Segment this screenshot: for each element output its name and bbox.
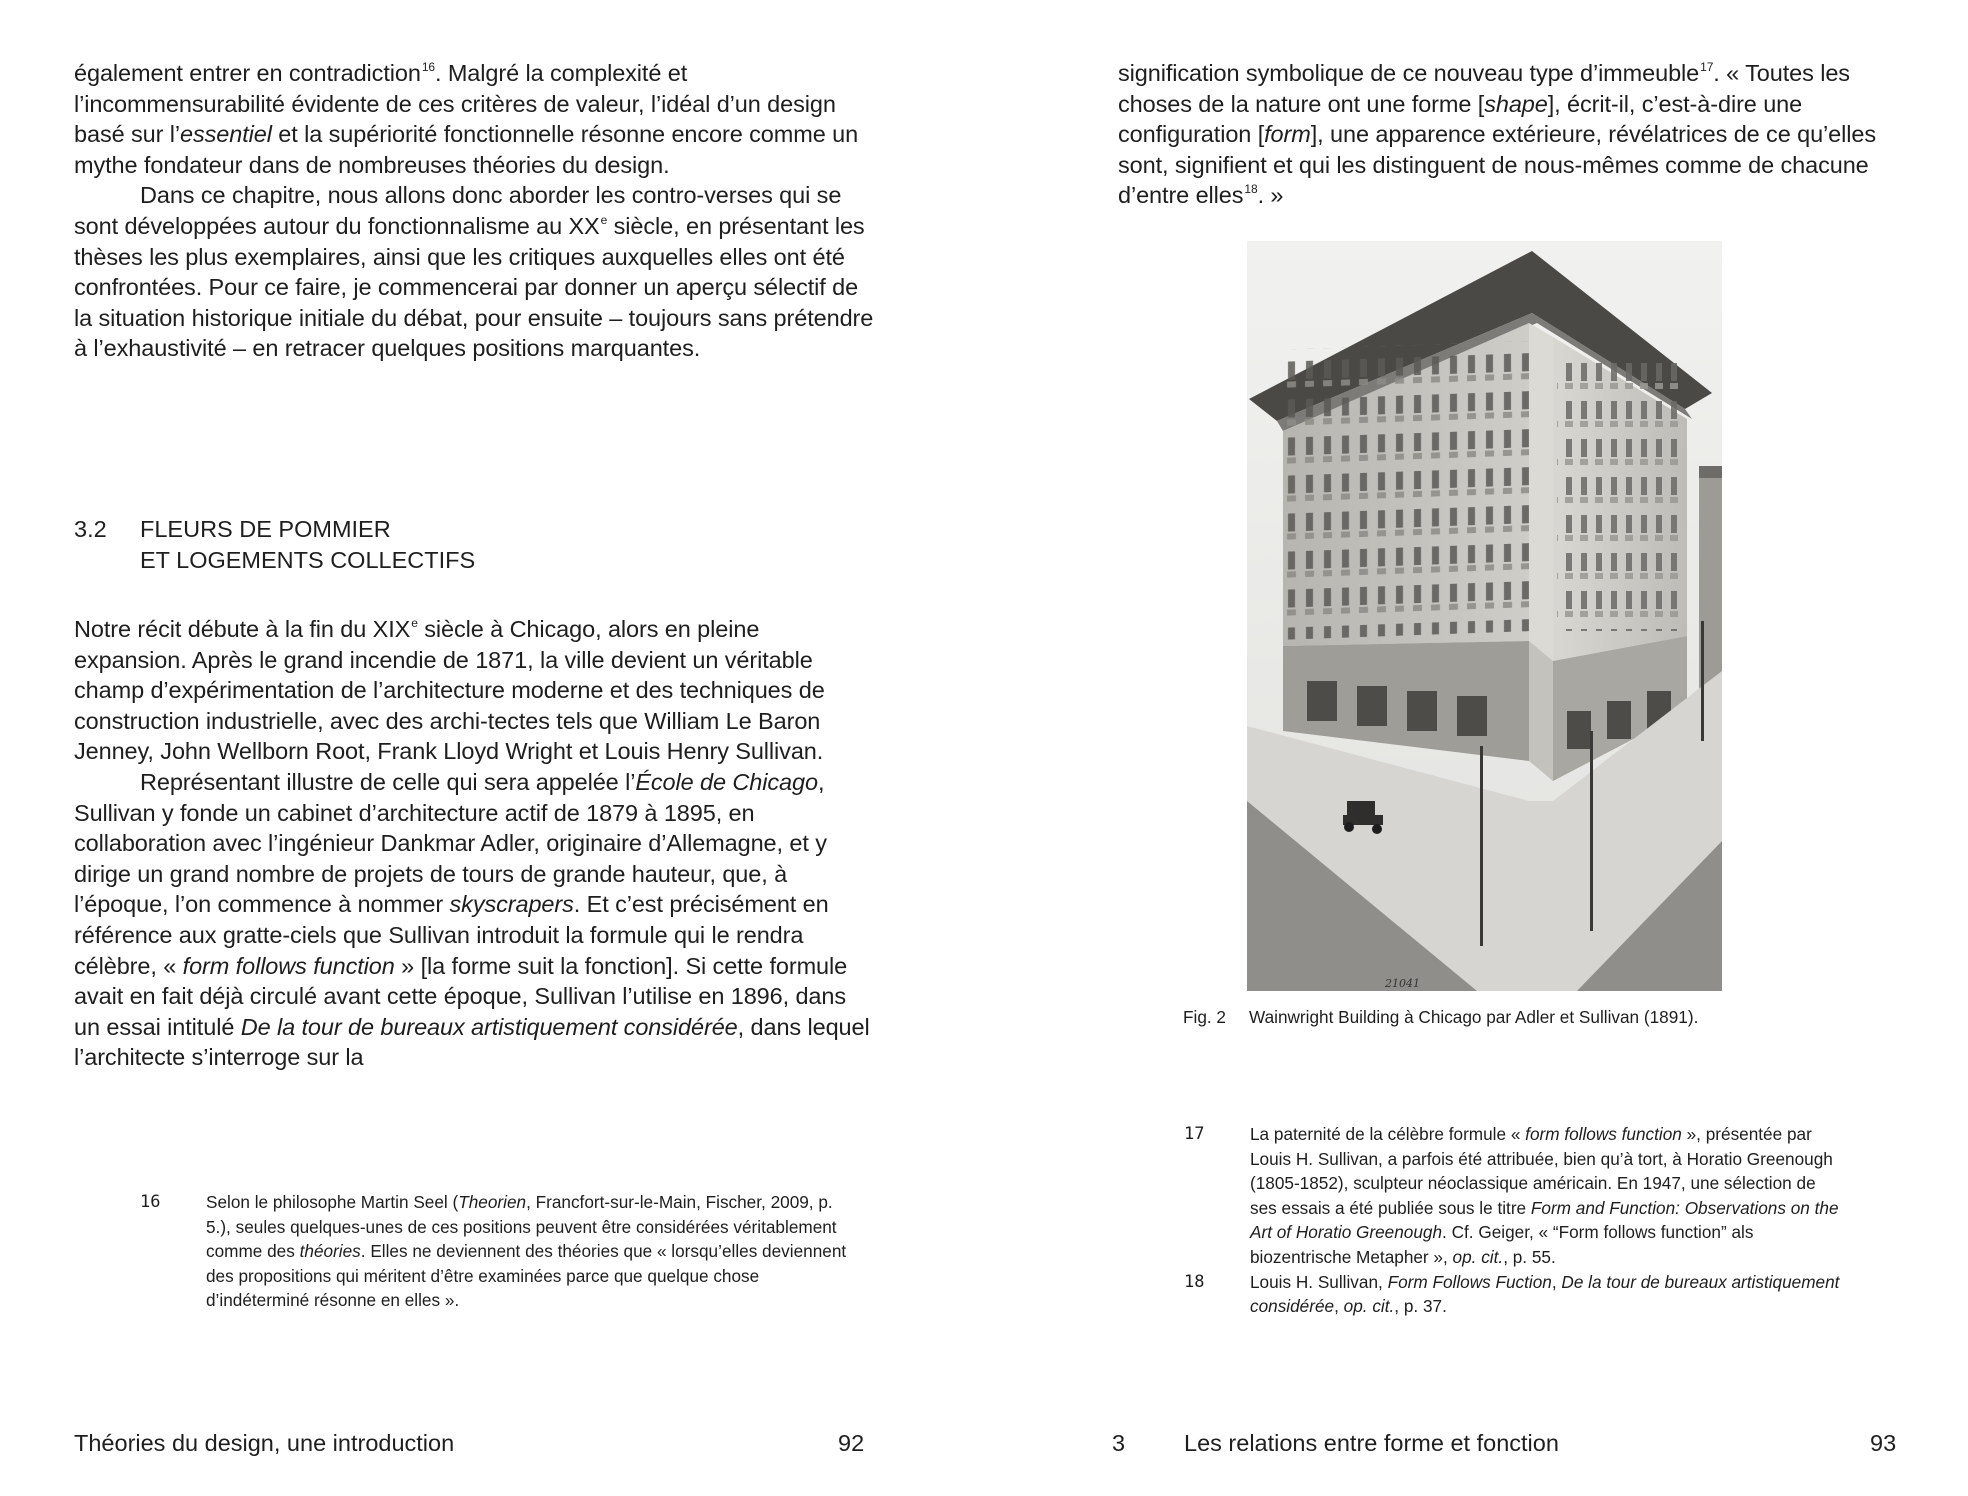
- italic-text: théories: [299, 1241, 361, 1262]
- wainwright-building-photo: [1247, 241, 1722, 991]
- page-number: 93: [1870, 1430, 1897, 1456]
- footnote: [140, 1190, 860, 1313]
- paragraph: [74, 58, 874, 180]
- paragraph: [74, 614, 874, 767]
- italic-text: shape: [1484, 90, 1548, 117]
- running-head-chapter-number: 3: [1112, 1430, 1126, 1456]
- italic-text: form follows function: [182, 952, 395, 979]
- text-run: signification symbolique de ce nouveau type d’immeuble: [1118, 60, 1700, 86]
- text-run: . »: [1257, 182, 1284, 209]
- page-number: 92: [838, 1430, 865, 1456]
- text-run: ], écrit-il, c’est-à-dire une configuration [: [1118, 90, 1803, 148]
- text-run: . Cf. Geiger, « “Form follows function” als biozentrische Metapher »,: [1250, 1222, 1754, 1267]
- paragraph: [74, 180, 874, 364]
- footnote-reference: 16: [421, 60, 435, 74]
- footnote-reference: e: [600, 212, 608, 227]
- right-footnotes: [1184, 1122, 1844, 1319]
- paragraph: [1118, 58, 1898, 211]
- footnote: [1184, 1270, 1844, 1319]
- text-run: siècle à Chicago, alors en pleine expansion. Après le grand incendie de 1871, la ville devient un véritable champ d’expérimentation de l’architecture moderne et des techniques de construction industrielle, avec des archi-tectes tels que William Le Baron Jenney, John Wellborn Root, Frank Lloyd Wright et Louis Henry Sullivan.: [74, 616, 825, 765]
- italic-text: form: [1264, 121, 1311, 148]
- italic-text: École de Chicago: [635, 768, 818, 795]
- text-run: . Elles ne deviennent des théories que « lorsqu’elles deviennent des propositions qui méritent d’être examinées parce que quelque chose d’indéterminé résonne en elles ».: [206, 1241, 847, 1311]
- text-run: et la supériorité fonctionnelle résonne encore comme un mythe fondateur dans de nombreuses théories du design.: [74, 121, 859, 178]
- building-photo-icon: [1247, 241, 1722, 991]
- text-run: . Malgré la complexité et l’incommensurabilité évidente de ces critères de valeur, l’idéal d’un design basé sur l’: [74, 60, 836, 148]
- italic-text: De la tour de bureaux artistiquement considérée: [1250, 1271, 1840, 1317]
- italic-text: De la tour de bureaux artistiquement considérée: [240, 1013, 738, 1040]
- plate-number: 21041: [1385, 977, 1420, 990]
- italic-text: form follows function: [1525, 1124, 1682, 1144]
- paragraph: [74, 767, 874, 1073]
- italic-text: op. cit.: [1452, 1246, 1504, 1267]
- text-run: Notre récit débute à la fin du XIX: [74, 616, 411, 642]
- text-run: Louis H. Sullivan,: [1250, 1271, 1388, 1292]
- section-number: 3.2: [74, 516, 107, 542]
- footnote: [1184, 1122, 1844, 1270]
- text-run: » [la forme suit la fonction]. Si cette formule avait en fait déjà circulé avant cette époque, Sullivan l’utilise en 1896, dans un essai intitulé: [74, 952, 848, 1040]
- italic-text: essentiel: [180, 121, 272, 148]
- text-run: ,: [1334, 1296, 1344, 1317]
- footnote-number: 16: [140, 1192, 161, 1212]
- running-head-title: Théories du design, une introduction: [74, 1430, 455, 1456]
- footnote-number: 17: [1184, 1124, 1205, 1144]
- text-run: La paternité de la célèbre formule «: [1250, 1124, 1526, 1144]
- section-title-line-1: FLEURS DE POMMIER: [140, 516, 391, 542]
- text-run: également entrer en contradiction: [74, 60, 421, 86]
- text-run: , p. 37.: [1394, 1296, 1447, 1317]
- text-run: , Francfort-sur-le-Main, Fischer, 2009, p. 5.), seules quelques-unes de ces positions peuvent être considérées véritablement comme des: [206, 1192, 837, 1262]
- right-page: [984, 0, 1968, 1496]
- text-run: ,: [1551, 1271, 1562, 1292]
- text-run: Représentant illustre de celle qui sera appelée l’: [140, 768, 636, 795]
- text-run: , dans lequel l’architecte s’interroge sur la: [74, 1013, 870, 1071]
- right-top-text: [1118, 58, 1898, 211]
- text-run: ], une apparence extérieure, révélatrices de ce qu’elles sont, signifient et qui les distinguent de nous-mêmes comme de chacune d’entre elles: [1118, 121, 1876, 209]
- figure-label: Fig. 2: [1183, 1007, 1226, 1027]
- text-run: Dans ce chapitre, nous allons donc aborder les contro-verses qui se sont développées autour du fonctionnalisme au XX: [74, 182, 842, 239]
- text-run: Selon le philosophe Martin Seel (: [206, 1192, 459, 1212]
- left-footnotes: [140, 1190, 860, 1313]
- footnote-reference: 17: [1700, 60, 1714, 74]
- left-top-text: [74, 58, 874, 364]
- footnote-number: 18: [1184, 1271, 1205, 1292]
- italic-text: Form and Function: Observations on the Art of Horatio Greenough: [1250, 1197, 1839, 1243]
- italic-text: op. cit.: [1343, 1296, 1395, 1317]
- left-main-text: [74, 614, 874, 1073]
- footnote-reference: e: [411, 616, 418, 630]
- running-head-title: Les relations entre forme et fonction: [1184, 1430, 1559, 1456]
- italic-text: Theorien: [458, 1192, 527, 1212]
- figure-caption-text: Wainwright Building à Chicago par Adler et Sullivan (1891).: [1249, 1007, 1699, 1027]
- text-run: . « Toutes les choses de la nature ont une forme [: [1118, 60, 1850, 117]
- figure-caption: [1183, 1005, 1698, 1029]
- italic-text: skyscrapers: [449, 891, 574, 918]
- footnote-reference: 18: [1244, 182, 1258, 197]
- italic-text: Form Follows Fuction: [1387, 1271, 1552, 1292]
- text-run: , Sullivan y fonde un cabinet d’architecture actif de 1879 à 1895, en collaboration avec l’ingénieur Dankmar Adler, originaire d’Allemagne, et y dirige un grand nombre de projets de tours de grande hauteur, que, à l’époque, l’on commence à nommer: [74, 768, 827, 918]
- text-run: », présentée par Louis H. Sullivan, a parfois été attribuée, bien qu’à tort, à Horatio Greenough (1805-1852), sculpteur néoclassique américain. En 1947, une sélection de ses essais a été publiée sous le titre: [1250, 1124, 1833, 1218]
- section-title-line-2: ET LOGEMENTS COLLECTIFS: [140, 546, 476, 573]
- text-run: . Et c’est précisément en référence aux gratte-ciels que Sullivan introduit la formule qui le rendra célèbre, «: [74, 891, 829, 979]
- text-run: , p. 55.: [1503, 1246, 1556, 1267]
- text-run: siècle, en présentant les thèses les plus exemplaires, ainsi que les critiques auxquelles elles ont été confrontées. Pour ce faire, je commencerai par donner un aperçu sélectif de la situation historique initiale du débat, pour ensuite – toujours sans prétendre à l’exhaustivité – en retracer quelques positions marquantes.: [74, 212, 874, 362]
